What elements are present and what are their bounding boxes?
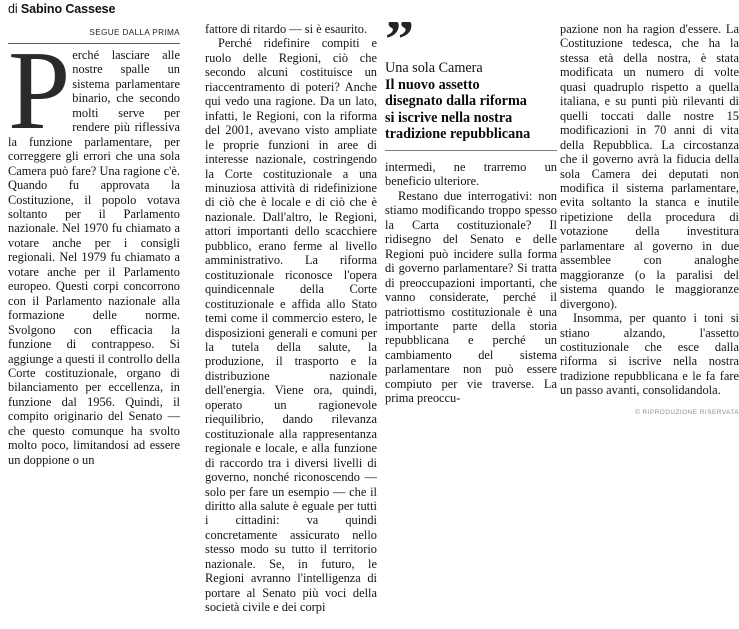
paragraph: Insomma, per quanto i toni si stiano alzando, l'assetto costituzionale che esce dalla riforma si iscrive nella nostra tradizione repubblicana e le fa fare un passo avanti, consolidandola. bbox=[560, 311, 739, 398]
paragraph: Perché lasciare alle nostre spalle un sistema parlamentare binario, che secondo molti serve per rendere più riflessiva la funzione parlamentare, per correggere gli errori che una sola Camera può fare? Una ragione c'è. Quando fu approvata la Costituzione, il popolo votava soltanto per il Parlamento nazionale. Nel 1970 fu chiamato a votare anche per i consigli regionali. Nel 1979 fu chiamato a votare anche per il Parlamento europeo. Questi corpi concorrono con il Parlamento nazionale alla formazione delle norme. Svolgono con efficacia la funzione di contrappeso. Si aggiunge a questi il controllo della Corte costituzionale, organo di bilanciamento per eccellenza, in funzione dal 1956. Quindi, il compito originario del Senato — che questo comunque ha svolto molto poco, limitandosi ad essere un doppione o un bbox=[8, 29, 180, 467]
copyright-notice: © RIPRODUZIONE RISERVATA bbox=[635, 408, 739, 416]
pull-quote-rule bbox=[385, 150, 557, 151]
column-3 bbox=[385, 22, 557, 627]
pull-quote-line: tradizione repubblicana bbox=[385, 126, 531, 143]
kicker-label: SEGUE DALLA PRIMA bbox=[89, 28, 180, 37]
paragraph: Perché ridefinire compiti e ruolo delle Regioni, ciò che secondo alcuni costituisce un riaccentramento di poteri? Anche qui vedo una ragione. Da un lato, infatti, le Regioni, con la riforma del 2001, avevano visto ampliate le proprie funzioni in aree di interesse nazionale, costringendo la Corte costituzionale a una minuziosa attività di ridefinizione di ciò che è locale e di ciò che è nazionale. Dall'altro, le Regioni, attori importanti dello scacchiere pubblico, erano ferme al livello amministrativo. La riforma costituzionale riconosce l'opera quindicennale della Corte costituzionale e affida allo Stato temi come il commercio estero, le disposizioni generali e comuni per la tutela della salute, la produzione, il trasporto e la distribuzione nazionale dell'energia. Viene ora, quindi, operato un ragionevole riequilibrio, dando rilevanza costituzionale alla rappresentanza regionale e locale, e alla funzione di raccordo tra i diversi livelli di governo, nonché riconoscendo — solo per fare un esempio — che il diritto alla salute è eguale per tutti i cittadini: va quindi concretamente assicurato nello stesso modo su tutto il territorio nazionale. Se, in futuro, le Regioni avranno l'intelligenza di portare al Senato più voci della società civile e dei corpi bbox=[205, 36, 377, 615]
column-4 bbox=[560, 22, 739, 627]
paragraph: fattore di ritardo — si è esaurito. bbox=[205, 22, 368, 36]
pull-quote-lead: Una sola Camera bbox=[385, 60, 483, 76]
paragraph: pazione non ha ragion d'essere. La Costituzione tedesca, che ha la stessa età della nostra, è stata modificata un numero di volte quasi quadruplo rispetto a quella italiana, e su punti più rilevanti di quelli toccati dalle nostre 15 modificazioni in 70 anni di vita della Repubblica. La circostanza che il governo avrà la fiducia della sola Camera dei deputati non modifica il sistema parlamentare, evita soltanto la stanca e inutile ripetizione della procedura di votazione della investitura parlamentare al governo in due assemblee con analoghe maggioranze (o la paralisi del sistema quando le maggioranze divergono). bbox=[560, 22, 739, 311]
pull-quote bbox=[385, 22, 557, 151]
pull-quote-line: Il nuovo assetto bbox=[385, 76, 480, 93]
article-columns bbox=[8, 22, 739, 627]
byline-prefix: di bbox=[8, 2, 18, 16]
byline-author: Sabino Cassese bbox=[20, 2, 116, 16]
byline bbox=[8, 2, 115, 16]
column-1 bbox=[8, 22, 180, 627]
paragraph: Restano due interrogativi: non stiamo modificando troppo spesso la Carta costituzionale? Il ridisegno del Senato e delle Regioni può incidere sulla forma di governo parlamentare? Si tratta di preoccupazioni importanti, che vanno considerate, perché il patriottismo costituzionale è una importante parte della storia repubblicana e perché un cambiamento del sistema parlamentare non può essere compiuto per vie traverse. La prima preoccu- bbox=[385, 188, 557, 406]
paragraph: intermedi, ne trarremo un beneficio ulteriore. bbox=[385, 159, 557, 189]
pull-quote-line: disegnato dalla riforma bbox=[385, 93, 527, 110]
pull-quote-line: si iscrive nella nostra bbox=[385, 109, 513, 126]
quote-mark-icon: ” bbox=[385, 22, 412, 58]
column-2 bbox=[205, 22, 377, 627]
